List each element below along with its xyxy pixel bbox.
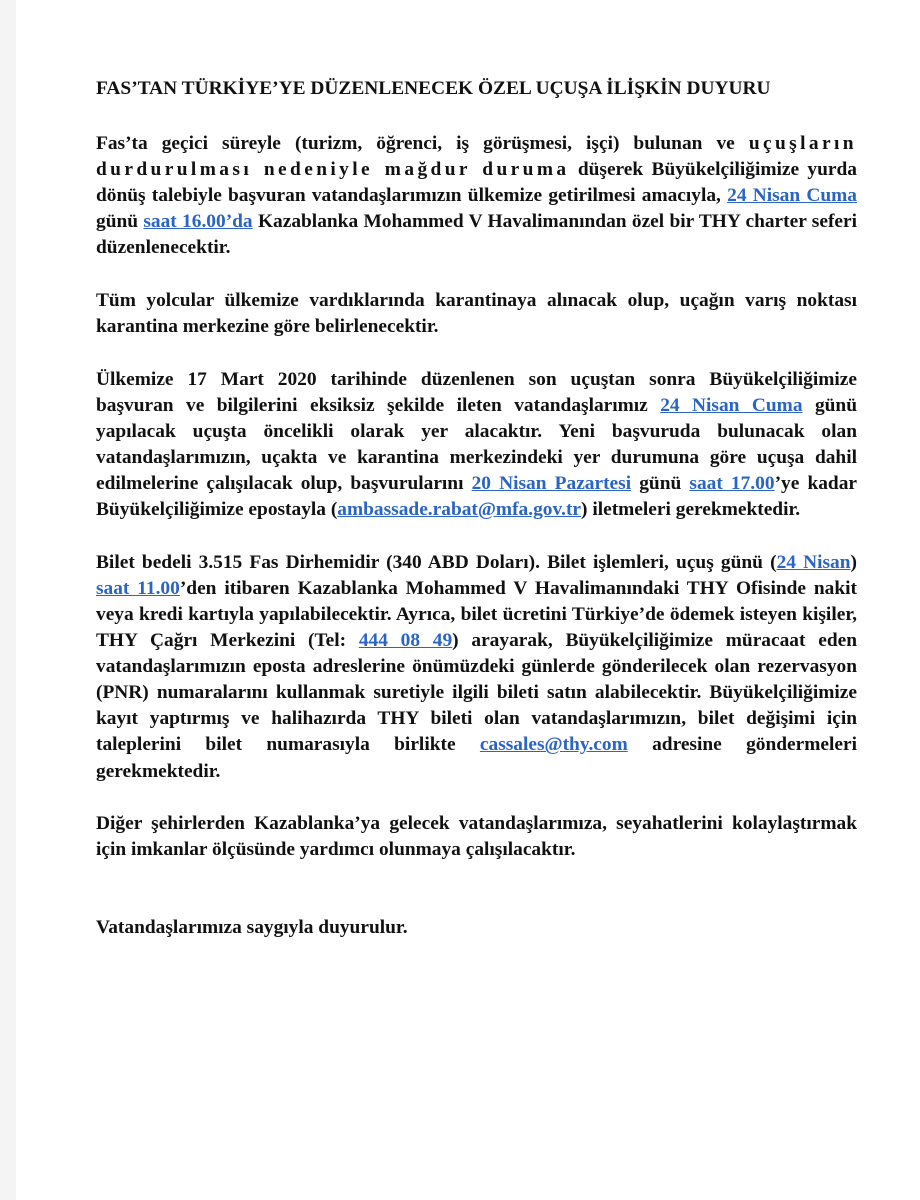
paragraph-other-cities: Diğer şehirlerden Kazablanka’ya gelecek vatandaşlarımıza, seyahatlerini kolaylaştırmak için imkanlar ölçüsünde yardımcı olunmaya çalışılacaktır. [96, 813, 857, 861]
p3-text-c: günü [631, 473, 690, 495]
paragraph-ticket [96, 550, 857, 785]
deadline-date-link[interactable]: 20 Nisan Pazartesi [471, 473, 632, 495]
p4-text-b: ) [850, 551, 858, 573]
paragraph-application [96, 367, 857, 524]
call-center-phone-link[interactable]: 444 08 49 [358, 630, 453, 652]
thy-email-link[interactable]: cassales@thy.com [479, 734, 628, 756]
p3-text-a: Ülkemize 17 Mart 2020 tarihinde düzenlenen son uçuştan sonra Büyükelçiliğimize başvuran ve bilgilerini eksiksiz şekilde ileten vatandaşlarımız [96, 368, 857, 416]
p4-text-d: ) arayarak, Büyükelçiliğimize müracaat eden vatandaşlarımızın eposta adreslerine önümüzdeki günlerde gönderilecek olan rezervasyon (PNR) numaralarını kullanmak suretiyle ilgili bileti satın alabilecektir. Büyükelçiliğimize kayıt yaptırmış ve halihazırda THY bileti olan vatandaşlarımızın, bilet değişimi için taleplerini bilet numarasıyla birlikte [96, 630, 857, 756]
embassy-email-link[interactable]: ambassade.rabat@mfa.gov.tr [337, 499, 582, 521]
p1-text-c: düşerek Büyükelçiliğimize yurda dönüş talebiyle başvuran vatandaşlarımızın ülkemize getirilmesi amacıyla, [96, 159, 857, 207]
priority-date-link[interactable]: 24 Nisan Cuma [660, 394, 803, 416]
paragraph-quarantine: Tüm yolcular ülkemize vardıklarında karantinaya alınacak olup, uçağın varış noktası karantina merkezine göre belirlenecektir. [96, 290, 857, 338]
p3-text-e: ) iletmeleri gerekmektedir. [581, 499, 801, 521]
announcement-body [96, 76, 857, 968]
closing-line: Vatandaşlarımıza saygıyla duyurulur. [96, 917, 408, 939]
document-page [16, 0, 920, 1200]
p1-text-e: Kazablanka Mohammed V Havalimanından özel bir THY charter seferi düzenlenecektir. [96, 211, 858, 259]
p4-text-c: ’den itibaren Kazablanka Mohammed V Havalimanındaki THY Ofisinde nakit veya kredi kartıyla yapılabilecektir. Ayrıca, bilet ücretini Türkiye’de ödemek isteyen kişiler, THY Çağrı Merkezini (Tel: [96, 577, 857, 652]
p3-text-d: ’ye kadar Büyükelçiliğimize epostayla ( [96, 473, 858, 521]
flight-date-link[interactable]: 24 Nisan Cuma [727, 185, 857, 207]
ticket-date-link[interactable]: 24 Nisan [776, 551, 851, 573]
flight-time-link[interactable]: saat 16.00’da [143, 211, 253, 233]
document-title: FAS’TAN TÜRKİYE’YE DÜZENLENECEK ÖZEL UÇUŞA İLİŞKİN DUYURU [96, 78, 771, 99]
p4-text-e: adresine göndermeleri gerekmektedir. [96, 734, 858, 782]
paragraph-flight-info [96, 131, 857, 261]
deadline-time-link[interactable]: saat 17.00 [689, 473, 775, 495]
p4-text-a: Bilet bedeli 3.515 Fas Dirhemidir (340 ABD Doları). Bilet işlemleri, uçuş günü ( [96, 551, 777, 573]
p1-text-b: uçuşların durdurulması nedeniyle mağdur duruma [96, 133, 857, 181]
p1-text-d: günü [96, 211, 144, 233]
ticket-time-link[interactable]: saat 11.00 [96, 577, 180, 599]
p1-text-a: Fas’ta geçici süreyle (turizm, öğrenci, iş görüşmesi, işçi) bulunan ve [96, 133, 735, 155]
p3-text-b: günü yapılacak uçuşta öncelikli olarak yer alacaktır. Yeni başvuruda bulunacak olan vatandaşlarımızın, uçakta ve karantina merkezindeki yer durumuna göre uçuşa dahil edilmelerine çalışılacak olup, başvurularını [96, 394, 857, 495]
